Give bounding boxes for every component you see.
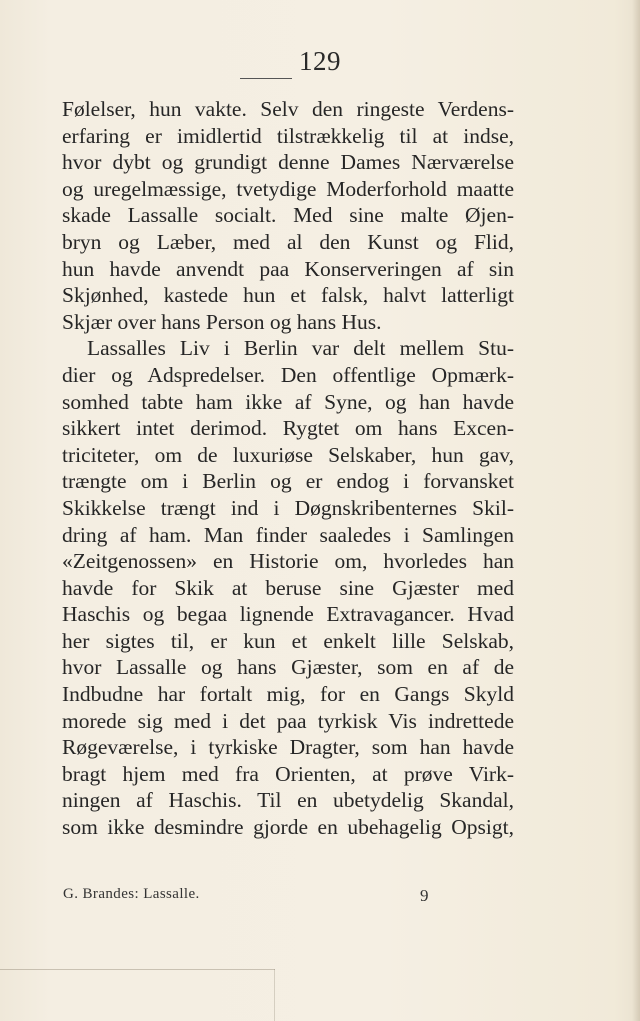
text-line: triciteter, om de luxuriøse Selskaber, hun gav, (62, 442, 514, 467)
text-line: hvor Lassalle og hans Gjæster, som en af de (62, 655, 514, 680)
page-number: 129 (299, 46, 341, 76)
scan-edge-line (0, 969, 275, 970)
text-line: Følelser, hun vakte. Selv den ringeste Verdens- (62, 97, 514, 121)
text-line: Skjær over hans Person og hans Hus. (62, 309, 382, 334)
text-line: sikkert intet derimod. Rygtet om hans Excen- (62, 416, 514, 441)
page-number-rule (240, 78, 292, 79)
text-line: dring af ham. Man finder saaledes i Samlingen (62, 522, 514, 547)
text-line: trængte om i Berlin og er endog i forvansket (62, 469, 514, 494)
text-line: bryn og Læber, med al den Kunst og Flid, (62, 229, 514, 254)
text-line: Haschis og begaa lignende Extravagancer. Hvad (62, 602, 514, 627)
text-line: erfaring er imidlertid tilstrækkelig til at indse, (62, 123, 514, 148)
text-line: skade Lassalle socialt. Med sine malte Øjen- (62, 203, 514, 228)
text-line: bragt hjem med fra Orienten, at prøve Virk- (62, 761, 514, 786)
text-line-paragraph-start: Lassalles Liv i Berlin var delt mellem Stu- (87, 336, 514, 361)
text-line: somhed tabte ham ikke af Syne, og han havde (62, 389, 514, 414)
scan-edge-line-vertical (274, 969, 275, 1021)
footer-sheet-number: 9 (420, 886, 429, 905)
text-line: og uregelmæssige, tvetydige Moderforhold maatte (62, 176, 514, 201)
footer-signature: G. Brandes: Lassalle. (63, 886, 200, 902)
text-line: hvor dybt og grundigt denne Dames Nærværelse (62, 150, 514, 175)
body-text (62, 96, 514, 841)
text-line: Skikkelse trængt ind i Døgnskribenternes Skil- (62, 495, 514, 520)
text-line: havde for Skik at beruse sine Gjæster med (62, 575, 514, 600)
text-line: Indbudne har fortalt mig, for en Gangs Skyld (62, 682, 514, 707)
text-line: dier og Adspredelser. Den offentlige Opmærk- (62, 362, 514, 387)
text-line: Skjønhed, kastede hun et falsk, halvt latterligt (62, 283, 514, 308)
text-line: Røgeværelse, i tyrkiske Dragter, som han havde (62, 735, 514, 760)
text-line: «Zeitgenossen» en Historie om, hvorledes han (62, 549, 514, 574)
text-line: morede sig med i det paa tyrkisk Vis indrettede (62, 708, 514, 733)
text-line: her sigtes til, er kun et enkelt lille Selskab, (62, 628, 514, 653)
text-line: ningen af Haschis. Til en ubetydelig Skandal, (62, 788, 514, 813)
page-edge-shadow (632, 0, 640, 1021)
text-line: hun havde anvendt paa Konserveringen af sin (62, 256, 514, 281)
text-line: som ikke desmindre gjorde en ubehagelig Opsigt, (62, 815, 514, 840)
